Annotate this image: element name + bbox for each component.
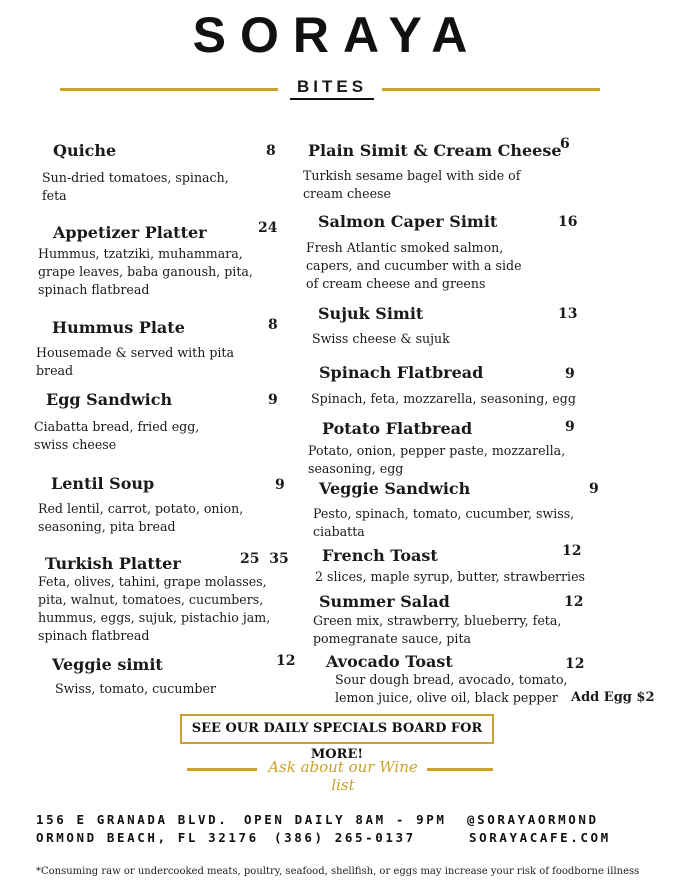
menu-item-desc: Feta, olives, tahini, grape molasses, pita, walnut, tomatoes, cucumbers, hummus, eggs, sujuk, pistachio jam, spinach flatbread xyxy=(38,574,271,643)
wine-note: Ask about our Wine list xyxy=(268,758,418,794)
wine-rule-left xyxy=(187,768,257,771)
menu-item-price: 9 xyxy=(565,419,575,435)
menu-item-name: French Toast xyxy=(322,546,438,565)
menu-item-desc: Housemade & served with pita bread xyxy=(36,345,234,378)
menu-item-price: 9 xyxy=(275,477,285,493)
menu-item-price: 9 xyxy=(589,481,599,497)
footer-phone[interactable]: (386) 265-0137 xyxy=(274,830,416,845)
menu-item-desc: Swiss cheese & sujuk xyxy=(312,331,450,346)
menu-item-price: 12 xyxy=(276,653,296,669)
menu-item-desc: 2 slices, maple syrup, butter, strawberries xyxy=(315,569,586,584)
menu-item-name: Salmon Caper Simit xyxy=(318,212,498,231)
menu-item-price: 9 xyxy=(268,392,278,408)
menu-item-name: Sujuk Simit xyxy=(318,304,424,323)
menu-item-name: Summer Salad xyxy=(319,592,450,611)
menu-item-name: Potato Flatbread xyxy=(322,419,473,438)
menu-item-desc: Ciabatta bread, fried egg, swiss cheese xyxy=(34,419,200,452)
menu-item-price: 12 xyxy=(562,543,582,559)
menu-item-desc: Swiss, tomato, cucumber xyxy=(55,681,216,696)
menu-item-desc: Turkish sesame bagel with side of cream cheese xyxy=(303,168,521,201)
menu-item-price: 16 xyxy=(558,214,578,230)
menu-item-price: 25 35 xyxy=(240,551,289,567)
menu-item-name: Veggie simit xyxy=(52,655,163,674)
menu-item-extra: Add Egg $2 xyxy=(571,690,655,705)
menu-item-desc: Hummus, tzatziki, muhammara, grape leaves, baba ganoush, pita, spinach flatbread xyxy=(38,246,253,297)
menu-item-desc: Pesto, spinach, tomato, cucumber, swiss, ciabatta xyxy=(313,506,575,539)
menu-item-price: 8 xyxy=(266,143,276,159)
menu-item-desc: Potato, onion, pepper paste, mozzarella, seasoning, egg xyxy=(308,443,566,476)
menu-item-desc: Sun-dried tomatoes, spinach, feta xyxy=(42,170,229,203)
menu-item-name: Plain Simit & Cream Cheese xyxy=(308,141,562,160)
footer-hours: OPEN DAILY 8AM - 9PM xyxy=(244,812,447,827)
menu-item-desc: Fresh Atlantic smoked salmon, capers, and cucumber with a side of cream cheese and greens xyxy=(306,240,522,291)
menu-item-name: Hummus Plate xyxy=(52,318,185,337)
section-title: BITES xyxy=(290,77,374,100)
menu-item-price: 8 xyxy=(268,317,278,333)
footer-website[interactable]: SORAYACAFE.COM xyxy=(469,830,611,845)
menu-item-price: 9 xyxy=(565,366,575,382)
menu-item-name: Turkish Platter xyxy=(45,554,181,573)
header-rule-right xyxy=(382,88,600,91)
disclaimer: *Consuming raw or undercooked meats, poultry, seafood, shellfish, or eggs may increase your risk of foodborne illness xyxy=(36,866,640,877)
menu-item-name: Veggie Sandwich xyxy=(319,479,471,498)
menu-item-name: Spinach Flatbread xyxy=(319,363,484,382)
footer-address-line2: ORMOND BEACH, FL 32176 xyxy=(36,830,259,845)
brand-title: SORAYA xyxy=(192,7,482,63)
menu-item-desc: Spinach, feta, mozzarella, seasoning, egg xyxy=(311,391,576,406)
menu-item-price: 24 xyxy=(258,220,278,236)
footer-social[interactable]: @SORAYAORMOND xyxy=(467,812,599,827)
menu-item-desc: Green mix, strawberry, blueberry, feta, pomegranate sauce, pita xyxy=(313,613,562,646)
wine-rule-right xyxy=(427,768,493,771)
menu-item-name: Avocado Toast xyxy=(326,652,453,671)
menu-item-name: Lentil Soup xyxy=(51,474,155,493)
header-rule-left xyxy=(60,88,278,91)
menu-item-name: Appetizer Platter xyxy=(53,223,207,242)
specials-banner: SEE OUR DAILY SPECIALS BOARD FOR MORE! xyxy=(180,714,494,744)
menu-item-name: Quiche xyxy=(53,141,117,160)
menu-item-name: Egg Sandwich xyxy=(46,390,173,409)
menu-item-desc: Red lentil, carrot, potato, onion, seasoning, pita bread xyxy=(38,501,244,534)
menu-item-price: 12 xyxy=(564,594,584,610)
menu-item-price: 13 xyxy=(558,306,578,322)
footer-address-line1: 156 E GRANADA BLVD. xyxy=(36,812,229,827)
menu-item-price: 12 xyxy=(565,656,585,672)
menu-item-price: 6 xyxy=(560,136,570,152)
menu-item-desc: Sour dough bread, avocado, tomato, lemon juice, olive oil, black pepper xyxy=(335,672,568,705)
